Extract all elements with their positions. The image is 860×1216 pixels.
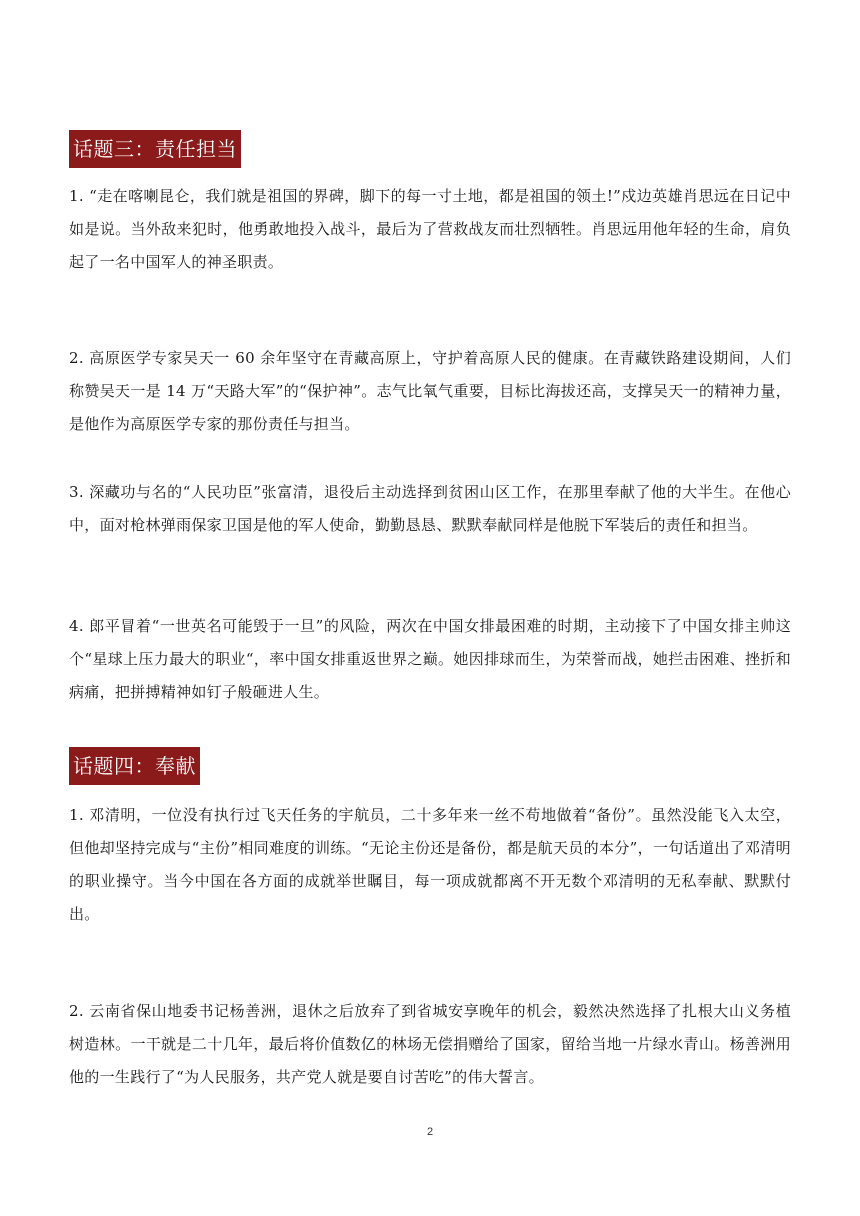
paragraph-topic-three-2: 2. 高原医学专家吴天一 60 余年坚守在青藏高原上，守护着高原人民的健康。在青藏铁路建设期间，人们称赞吴天一是 14 万“天路大军”的“保护神”。志气比氧气重要，目标比海拔还高，支撑吴天一的精神力量，是他作为高原医学专家的那份责任与担当。 [69, 349, 791, 433]
paragraph-topic-three-3: 3. 深藏功与名的“人民功臣”张富清，退役后主动选择到贫困山区工作，在那里奉献了他的大半生。在他心中，面对枪林弹雨保家卫国是他的军人使命，勤勤恳恳、默默奉献同样是他脱下军装后的责任和担当。 [69, 483, 791, 534]
paragraph-topic-four-1: 1. 邓清明，一位没有执行过飞天任务的宇航员，二十多年来一丝不苟地做着“备份”。虽然没能飞入太空，但他却坚持完成与“主份”相同难度的训练。“无论主份还是备份，都是航天员的本分”，一句话道出了邓清明的职业操守。当今中国在各方面的成就举世瞩目，每一项成就都离不开无数个邓清明的无私奉献、默默付出。 [69, 806, 791, 923]
paragraph-topic-three-4: 4. 郎平冒着“一世英名可能毁于一旦”的风险，两次在中国女排最困难的时期，主动接下了中国女排主帅这个“星球上压力最大的职业“，率中国女排重返世界之巅。她因排球而生，为荣誉而战，她拦击困难、挫折和病痛，把拼搏精神如钉子般砸进人生。 [69, 617, 791, 701]
paragraph-topic-three-1: 1. “走在喀喇昆仑，我们就是祖国的界碑，脚下的每一寸土地，都是祖国的领土!”戍边英雄肖思远在日记中如是说。当外敌来犯时，他勇敢地投入战斗，最后为了营救战友而壮烈牺牲。肖思远用他年轻的生命，肩负起了一名中国军人的神圣职责。 [69, 187, 791, 271]
paragraph-topic-four-2: 2. 云南省保山地委书记杨善洲，退休之后放弃了到省城安享晚年的机会，毅然决然选择了扎根大山义务植树造林。一干就是二十几年，最后将价值数亿的林场无偿捐赠给了国家，留给当地一片绿水青山。杨善洲用他的一生践行了“为人民服务，共产党人就是要自讨苦吃”的伟大誓言。 [69, 1002, 791, 1086]
page-number: 2 [426, 1126, 434, 1138]
section-heading-topic-three: 话题三：责任担当 [69, 130, 241, 168]
section-heading-topic-four: 话题四：奉献 [69, 747, 200, 785]
